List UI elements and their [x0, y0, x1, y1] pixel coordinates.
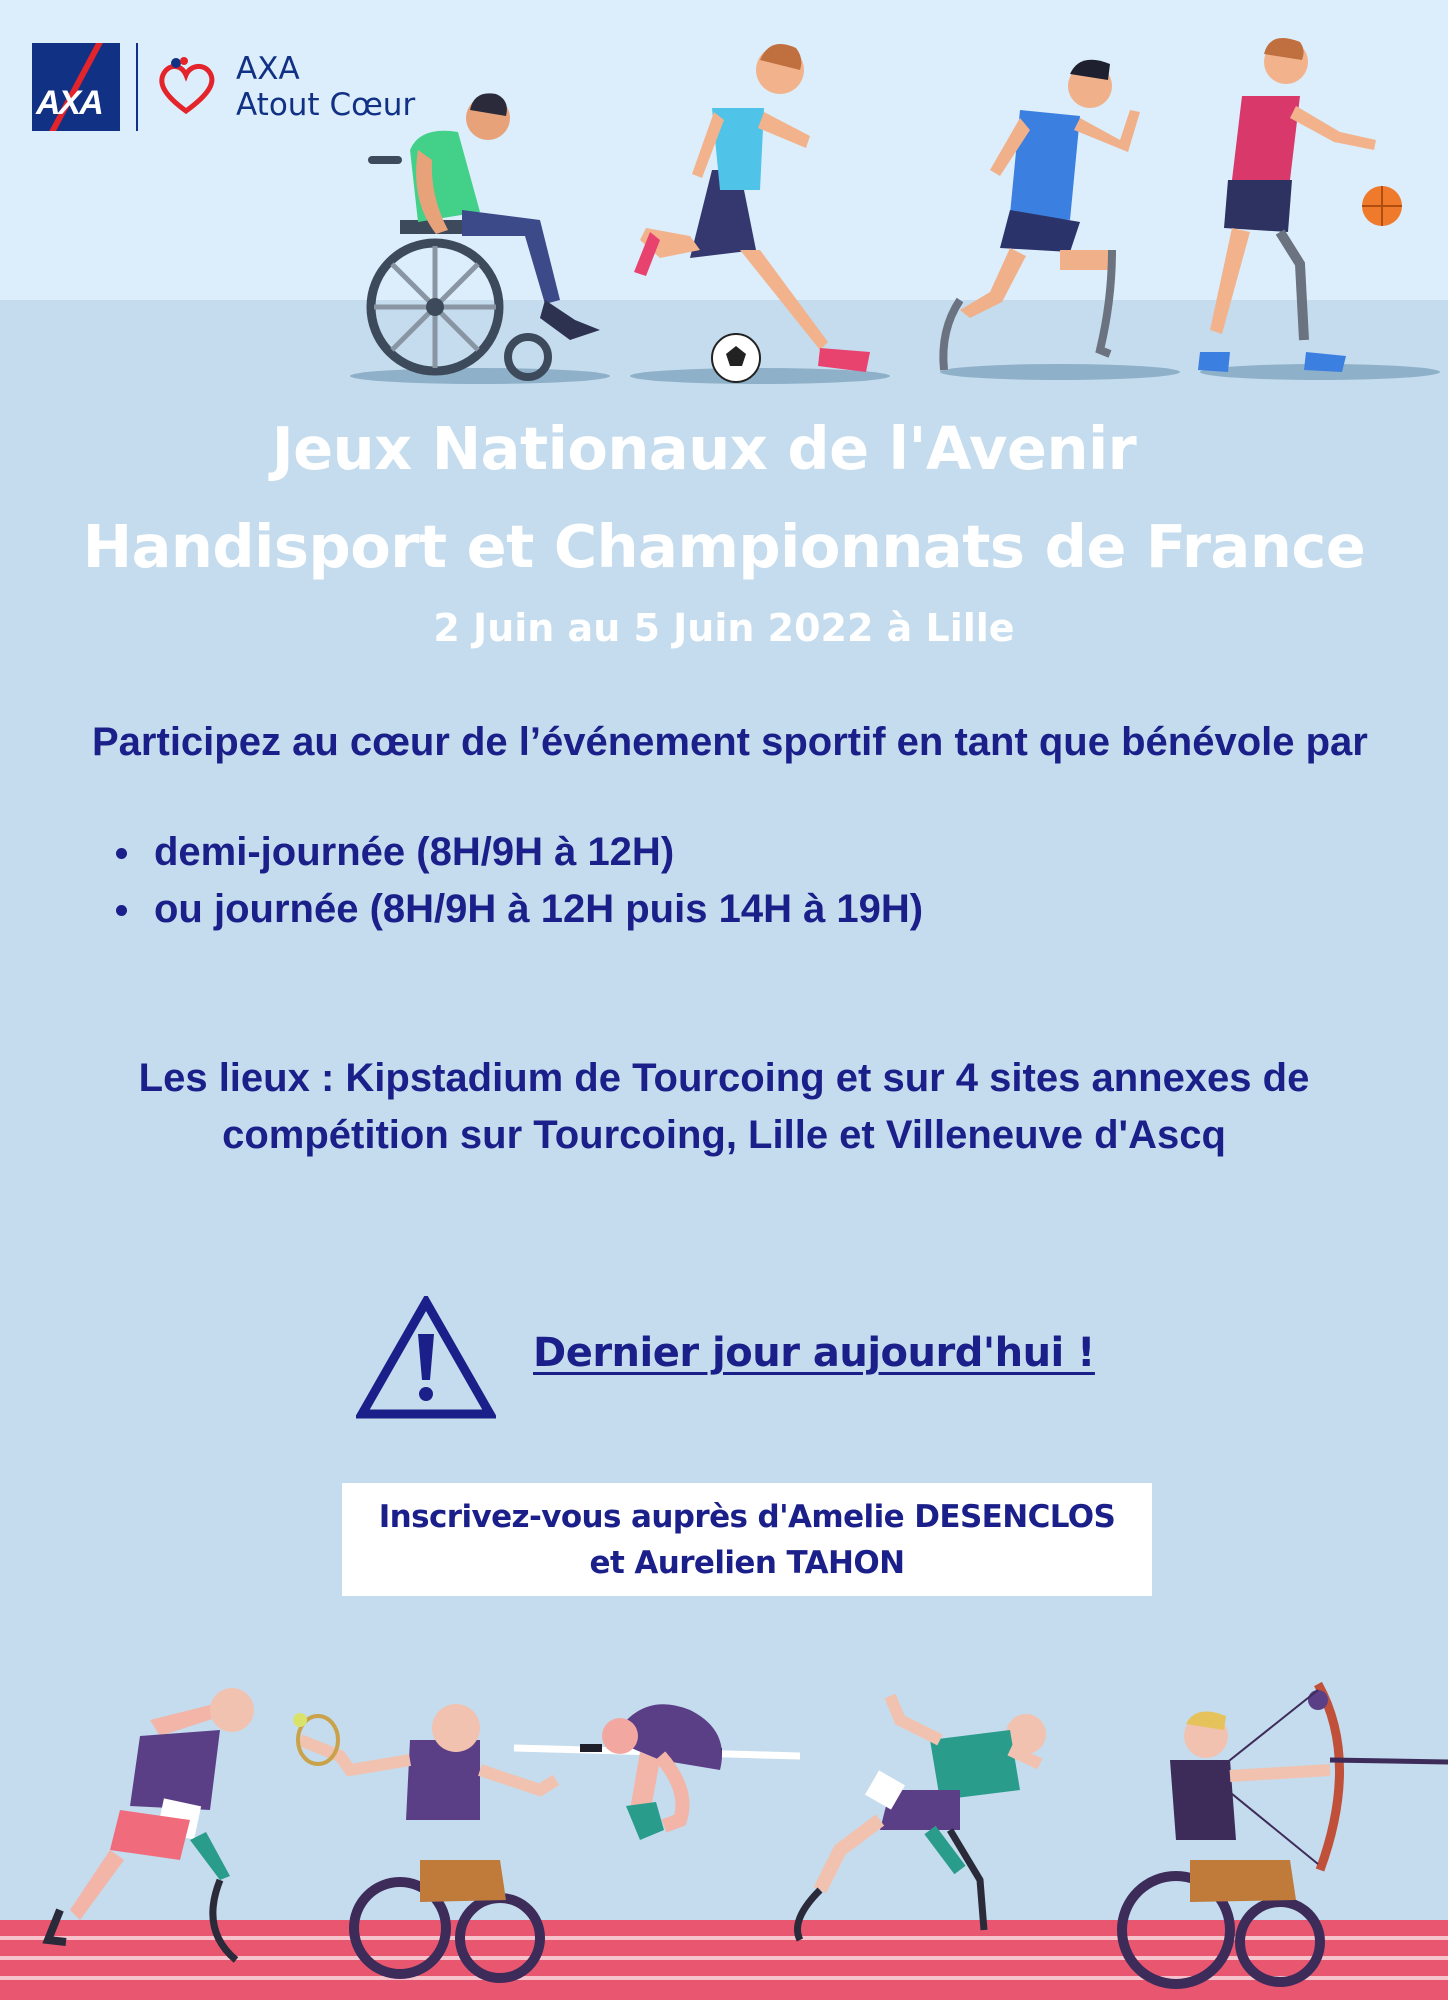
- volunteer-option-label: demi-journée (8H/9H à 12H): [154, 830, 675, 874]
- volunteer-option-full-day: [112, 881, 923, 938]
- soccer-player-figure: [634, 44, 870, 382]
- signup-text: [379, 1494, 1116, 1586]
- signup-contact-box: [342, 1483, 1152, 1596]
- amputee-sprinter-figure: [48, 1688, 254, 1960]
- logo-wordmark: [236, 51, 415, 123]
- heart-icon: [154, 55, 218, 119]
- event-title-line2: Handisport et Championnats de France: [82, 512, 1366, 581]
- bullet-icon: [116, 905, 127, 916]
- volunteer-options-list: [112, 824, 923, 938]
- last-day-notice: Dernier jour aujourd'hui !: [533, 1330, 1095, 1376]
- blade-runner-figure: [943, 60, 1140, 370]
- venues-text: [0, 1050, 1448, 1164]
- axa-logo-text: AXA: [36, 84, 102, 122]
- event-title-line1: Jeux Nationaux de l'Avenir: [271, 414, 1137, 483]
- high-jumper-figure: [514, 1704, 800, 1840]
- volunteer-option-label: ou journée (8H/9H à 12H puis 14H à 19H): [154, 887, 924, 931]
- warning-triangle-icon: [356, 1296, 496, 1420]
- logo-brand-line1: AXA: [236, 51, 300, 87]
- bullet-icon: [116, 848, 127, 859]
- logo-brand-line2: Atout Cœur: [236, 87, 416, 123]
- event-dates: 2 Juin au 5 Juin 2022 à Lille: [433, 606, 1015, 650]
- wheelchair-athlete-figure: [368, 93, 600, 377]
- signup-line1: Inscrivez-vous auprès d'Amelie DESENCLOS: [378, 1498, 1116, 1535]
- axa-atout-coeur-logo: [32, 42, 415, 132]
- logo-divider: [136, 43, 138, 131]
- volunteer-option-half-day: [112, 824, 923, 881]
- signup-line2: et Aurelien TAHON: [589, 1544, 905, 1581]
- event-title: [0, 400, 1448, 596]
- footer-athletes-illustration: [0, 1680, 1448, 2000]
- volunteer-intro: Participez au cœur de l’événement sportif en tant que bénévole par: [92, 720, 1368, 764]
- venues-line2: compétition sur Tourcoing, Lille et Villeneuve d'Ascq: [222, 1113, 1226, 1157]
- venues-line1: Les lieux : Kipstadium de Tourcoing et sur 4 sites annexes de: [138, 1056, 1310, 1100]
- amputee-runner-figure: [798, 1696, 1047, 1940]
- basketball-player-figure: [1198, 38, 1402, 372]
- axa-logo: [32, 43, 120, 131]
